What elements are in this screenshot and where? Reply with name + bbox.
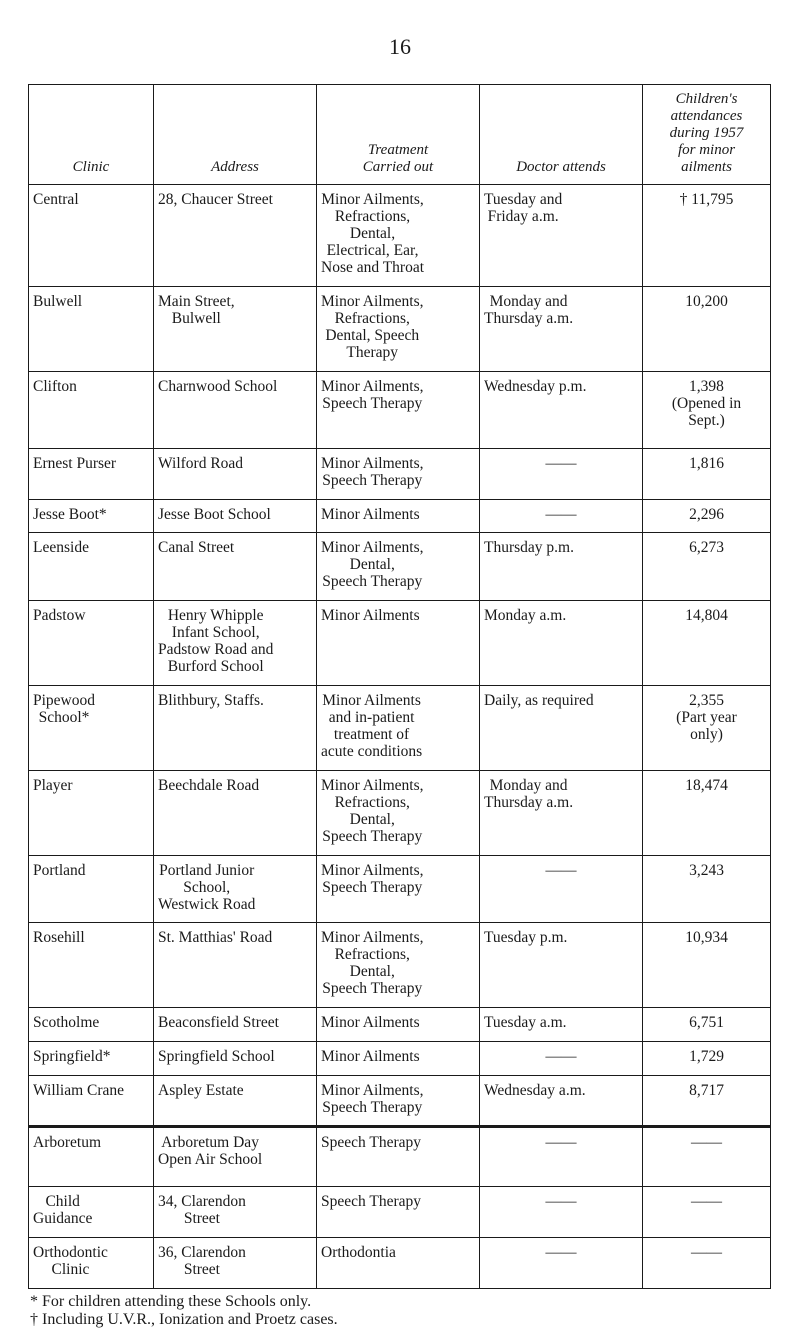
clinic-cell-text: Scotholme bbox=[33, 1014, 100, 1031]
doctor-cell bbox=[480, 500, 643, 533]
attendances-cell bbox=[643, 686, 771, 771]
clinic-cell-text: Rosehill bbox=[33, 929, 85, 946]
attendances-cell-text: 3,243 bbox=[689, 862, 724, 879]
header-attendances: Children's attendances during 1957 for minor ailments bbox=[643, 85, 771, 185]
treatment-cell bbox=[317, 601, 480, 686]
clinic-cell-text: William Crane bbox=[33, 1082, 125, 1099]
doctor-cell-text: Thursday p.m. bbox=[484, 539, 574, 556]
clinic-cell bbox=[29, 1042, 154, 1076]
clinic-cell bbox=[29, 1076, 154, 1127]
doctor-cell bbox=[480, 1042, 643, 1076]
attendances-cell bbox=[643, 533, 771, 601]
clinic-cell-text: Springfield* bbox=[33, 1048, 111, 1065]
attendances-cell bbox=[643, 601, 771, 686]
doctor-cell-text: —— bbox=[545, 1244, 577, 1261]
treatment-cell-text: Minor Ailments, Refractions, Dental, Electrical, Ear, Nose and Throat bbox=[321, 191, 425, 276]
treatment-cell bbox=[317, 1187, 480, 1238]
clinic-cell bbox=[29, 1238, 154, 1289]
attendances-cell bbox=[643, 372, 771, 449]
attendances-cell-text: 6,273 bbox=[689, 539, 724, 556]
clinic-cell bbox=[29, 500, 154, 533]
table-row bbox=[29, 923, 771, 1008]
doctor-cell-text: —— bbox=[545, 1048, 577, 1065]
doctor-cell bbox=[480, 449, 643, 500]
treatment-cell-text: Minor Ailments, Speech Therapy bbox=[321, 1082, 424, 1116]
clinic-cell bbox=[29, 686, 154, 771]
attendances-cell bbox=[643, 449, 771, 500]
clinic-cell bbox=[29, 372, 154, 449]
address-cell bbox=[154, 1008, 317, 1042]
attendances-cell-text: 2,355 (Part year only) bbox=[676, 692, 737, 743]
treatment-cell-text: Minor Ailments bbox=[321, 1014, 420, 1031]
address-cell-text: Beechdale Road bbox=[158, 777, 260, 794]
table-row bbox=[29, 1187, 771, 1238]
header-clinic: Clinic bbox=[29, 85, 154, 185]
treatment-cell-text: Minor Ailments bbox=[321, 607, 420, 624]
doctor-cell bbox=[480, 1076, 643, 1127]
clinic-cell-text: Clifton bbox=[33, 378, 77, 395]
table-row bbox=[29, 856, 771, 923]
treatment-cell bbox=[317, 533, 480, 601]
attendances-cell-text: 10,200 bbox=[685, 293, 728, 310]
doctor-cell bbox=[480, 287, 643, 372]
address-cell-text: Henry Whipple Infant School, Padstow Road and Burford School bbox=[158, 607, 274, 675]
table-row bbox=[29, 1238, 771, 1289]
doctor-cell bbox=[480, 372, 643, 449]
address-cell bbox=[154, 601, 317, 686]
address-cell-text: Springfield School bbox=[158, 1048, 275, 1065]
attendances-cell-text: 1,398 (Opened in Sept.) bbox=[671, 378, 742, 429]
table-row bbox=[29, 185, 771, 287]
attendances-cell-text: —— bbox=[691, 1244, 722, 1261]
attendances-cell-text: 6,751 bbox=[689, 1014, 724, 1031]
attendances-cell bbox=[643, 1127, 771, 1187]
attendances-cell bbox=[643, 1187, 771, 1238]
doctor-cell bbox=[480, 1127, 643, 1187]
doctor-cell bbox=[480, 1008, 643, 1042]
footnotes bbox=[30, 1293, 338, 1329]
address-cell-text: 34, Clarendon Street bbox=[158, 1193, 246, 1227]
doctor-cell-text: Monday and Thursday a.m. bbox=[484, 293, 574, 327]
attendances-cell-text: 10,934 bbox=[685, 929, 728, 946]
doctor-cell-text: —— bbox=[545, 455, 577, 472]
treatment-cell-text: Minor Ailments, Speech Therapy bbox=[321, 455, 424, 489]
doctor-cell-text: Wednesday a.m. bbox=[484, 1082, 586, 1099]
header-treatment: Treatment Carried out bbox=[317, 85, 480, 185]
address-cell bbox=[154, 771, 317, 856]
doctor-cell bbox=[480, 771, 643, 856]
attendances-cell-text: 1,729 bbox=[689, 1048, 724, 1065]
table-row bbox=[29, 771, 771, 856]
treatment-cell-text: Minor Ailments, Refractions, Dental, Speech Therapy bbox=[321, 777, 424, 845]
table-row bbox=[29, 372, 771, 449]
attendances-cell bbox=[643, 856, 771, 923]
table-row bbox=[29, 1042, 771, 1076]
table-row bbox=[29, 500, 771, 533]
doctor-cell-text: Tuesday and Friday a.m. bbox=[484, 191, 563, 225]
clinic-cell-text: Leenside bbox=[33, 539, 89, 556]
treatment-cell-text: Minor Ailments, Speech Therapy bbox=[321, 862, 424, 896]
clinic-cell-text: Arboretum bbox=[33, 1134, 102, 1151]
clinic-cell bbox=[29, 1187, 154, 1238]
attendances-cell bbox=[643, 1076, 771, 1127]
treatment-cell-text: Speech Therapy bbox=[321, 1134, 421, 1151]
address-cell bbox=[154, 1042, 317, 1076]
table-row bbox=[29, 1008, 771, 1042]
attendances-cell bbox=[643, 771, 771, 856]
treatment-cell-text: Speech Therapy bbox=[321, 1193, 421, 1210]
clinic-cell bbox=[29, 449, 154, 500]
treatment-cell bbox=[317, 449, 480, 500]
treatment-cell bbox=[317, 771, 480, 856]
doctor-cell-text: Monday a.m. bbox=[484, 607, 567, 624]
doctor-cell-text: —— bbox=[545, 506, 577, 523]
attendances-cell-text: 2,296 bbox=[689, 506, 724, 523]
header-row bbox=[29, 85, 771, 185]
treatment-cell-text: Minor Ailments, Dental, Speech Therapy bbox=[321, 539, 424, 590]
treatment-cell bbox=[317, 1127, 480, 1187]
doctor-cell bbox=[480, 923, 643, 1008]
treatment-cell bbox=[317, 686, 480, 771]
address-cell-text: Charnwood School bbox=[158, 378, 278, 395]
doctor-cell-text: —— bbox=[545, 862, 577, 879]
treatment-cell-text: Minor Ailments and in-patient treatment of acute conditions bbox=[321, 692, 423, 760]
treatment-cell bbox=[317, 856, 480, 923]
treatment-cell bbox=[317, 923, 480, 1008]
doctor-cell-text: —— bbox=[545, 1134, 577, 1151]
doctor-cell-text: —— bbox=[545, 1193, 577, 1210]
clinic-cell bbox=[29, 287, 154, 372]
doctor-cell bbox=[480, 185, 643, 287]
doctor-cell bbox=[480, 533, 643, 601]
table-row bbox=[29, 449, 771, 500]
attendances-cell bbox=[643, 500, 771, 533]
attendances-cell-text: † 11,795 bbox=[679, 191, 734, 208]
treatment-cell bbox=[317, 500, 480, 533]
clinic-cell-text: Pipewood School* bbox=[33, 692, 95, 726]
doctor-cell bbox=[480, 856, 643, 923]
clinic-cell-text: Central bbox=[33, 191, 79, 208]
clinic-cell bbox=[29, 533, 154, 601]
table-row bbox=[29, 287, 771, 372]
treatment-cell-text: Orthodontia bbox=[321, 1244, 396, 1261]
doctor-cell-text: Tuesday p.m. bbox=[484, 929, 568, 946]
address-cell-text: 28, Chaucer Street bbox=[158, 191, 273, 208]
address-cell-text: 36, Clarendon Street bbox=[158, 1244, 246, 1278]
address-cell bbox=[154, 1238, 317, 1289]
treatment-cell bbox=[317, 1008, 480, 1042]
clinic-cell-text: Child Guidance bbox=[33, 1193, 93, 1227]
clinic-cell bbox=[29, 601, 154, 686]
address-cell-text: Aspley Estate bbox=[158, 1082, 244, 1099]
footnote-schools-only: * For children attending these Schools only. bbox=[30, 1293, 312, 1310]
table-row bbox=[29, 1076, 771, 1127]
treatment-cell bbox=[317, 185, 480, 287]
attendances-cell bbox=[643, 1238, 771, 1289]
clinic-cell-text: Bulwell bbox=[33, 293, 83, 310]
treatment-cell-text: Minor Ailments, Speech Therapy bbox=[321, 378, 424, 412]
address-cell-text: Arboretum Day Open Air School bbox=[158, 1134, 263, 1168]
attendances-cell-text: —— bbox=[691, 1134, 722, 1151]
clinic-cell bbox=[29, 771, 154, 856]
clinics-table bbox=[28, 84, 771, 1289]
address-cell-text: St. Matthias' Road bbox=[158, 929, 273, 946]
treatment-cell bbox=[317, 287, 480, 372]
doctor-cell bbox=[480, 601, 643, 686]
footnote-including-uvr: † Including U.V.R., Ionization and Proetz cases. bbox=[30, 1311, 338, 1328]
address-cell bbox=[154, 500, 317, 533]
treatment-cell bbox=[317, 1238, 480, 1289]
attendances-cell-text: 14,804 bbox=[685, 607, 728, 624]
address-cell bbox=[154, 923, 317, 1008]
attendances-cell-text: 8,717 bbox=[689, 1082, 724, 1099]
clinic-cell bbox=[29, 1127, 154, 1187]
doctor-cell bbox=[480, 1238, 643, 1289]
attendances-cell-text: —— bbox=[691, 1193, 722, 1210]
address-cell-text: Wilford Road bbox=[158, 455, 244, 472]
doctor-cell-text: Daily, as required bbox=[484, 692, 594, 709]
attendances-cell bbox=[643, 1042, 771, 1076]
treatment-cell bbox=[317, 1042, 480, 1076]
clinic-cell-text: Jesse Boot* bbox=[33, 506, 107, 523]
attendances-cell bbox=[643, 1008, 771, 1042]
doctor-cell-text: Wednesday p.m. bbox=[484, 378, 587, 395]
address-cell-text: Jesse Boot School bbox=[158, 506, 271, 523]
clinic-cell-text: Ernest Purser bbox=[33, 455, 117, 472]
attendances-cell bbox=[643, 923, 771, 1008]
doctor-cell bbox=[480, 1187, 643, 1238]
treatment-cell-text: Minor Ailments, Refractions, Dental, Speech Therapy bbox=[321, 929, 424, 997]
address-cell bbox=[154, 449, 317, 500]
address-cell bbox=[154, 533, 317, 601]
address-cell bbox=[154, 1127, 317, 1187]
doctor-cell-text: Monday and Thursday a.m. bbox=[484, 777, 574, 811]
clinic-cell bbox=[29, 1008, 154, 1042]
table-row bbox=[29, 533, 771, 601]
address-cell bbox=[154, 287, 317, 372]
doctor-cell bbox=[480, 686, 643, 771]
table-row bbox=[29, 601, 771, 686]
clinic-cell bbox=[29, 923, 154, 1008]
attendances-cell-text: 1,816 bbox=[689, 455, 724, 472]
address-cell-text: Portland Junior School, Westwick Road bbox=[158, 862, 256, 913]
header-address: Address bbox=[154, 85, 317, 185]
page-number: 16 bbox=[389, 34, 411, 59]
treatment-cell bbox=[317, 1076, 480, 1127]
treatment-cell-text: Minor Ailments bbox=[321, 506, 420, 523]
address-cell-text: Blithbury, Staffs. bbox=[158, 692, 264, 709]
table-row bbox=[29, 1127, 771, 1187]
address-cell bbox=[154, 1076, 317, 1127]
address-cell-text: Beaconsfield Street bbox=[158, 1014, 279, 1031]
clinic-cell bbox=[29, 185, 154, 287]
address-cell bbox=[154, 185, 317, 287]
clinic-cell bbox=[29, 856, 154, 923]
attendances-cell bbox=[643, 287, 771, 372]
table-row bbox=[29, 686, 771, 771]
address-cell bbox=[154, 372, 317, 449]
clinic-cell-text: Player bbox=[33, 777, 73, 794]
attendances-cell-text: 18,474 bbox=[685, 777, 728, 794]
attendances-cell bbox=[643, 185, 771, 287]
treatment-cell-text: Minor Ailments, Refractions, Dental, Speech Therapy bbox=[321, 293, 424, 361]
address-cell bbox=[154, 1187, 317, 1238]
doctor-cell-text: Tuesday a.m. bbox=[484, 1014, 567, 1031]
address-cell bbox=[154, 856, 317, 923]
address-cell-text: Canal Street bbox=[158, 539, 235, 556]
clinic-cell-text: Portland bbox=[33, 862, 86, 879]
clinic-cell-text: Padstow bbox=[33, 607, 86, 624]
treatment-cell-text: Minor Ailments bbox=[321, 1048, 420, 1065]
clinic-cell-text: Orthodontic Clinic bbox=[33, 1244, 108, 1278]
header-doctor: Doctor attends bbox=[480, 85, 643, 185]
treatment-cell bbox=[317, 372, 480, 449]
address-cell bbox=[154, 686, 317, 771]
address-cell-text: Main Street, Bulwell bbox=[158, 293, 235, 327]
